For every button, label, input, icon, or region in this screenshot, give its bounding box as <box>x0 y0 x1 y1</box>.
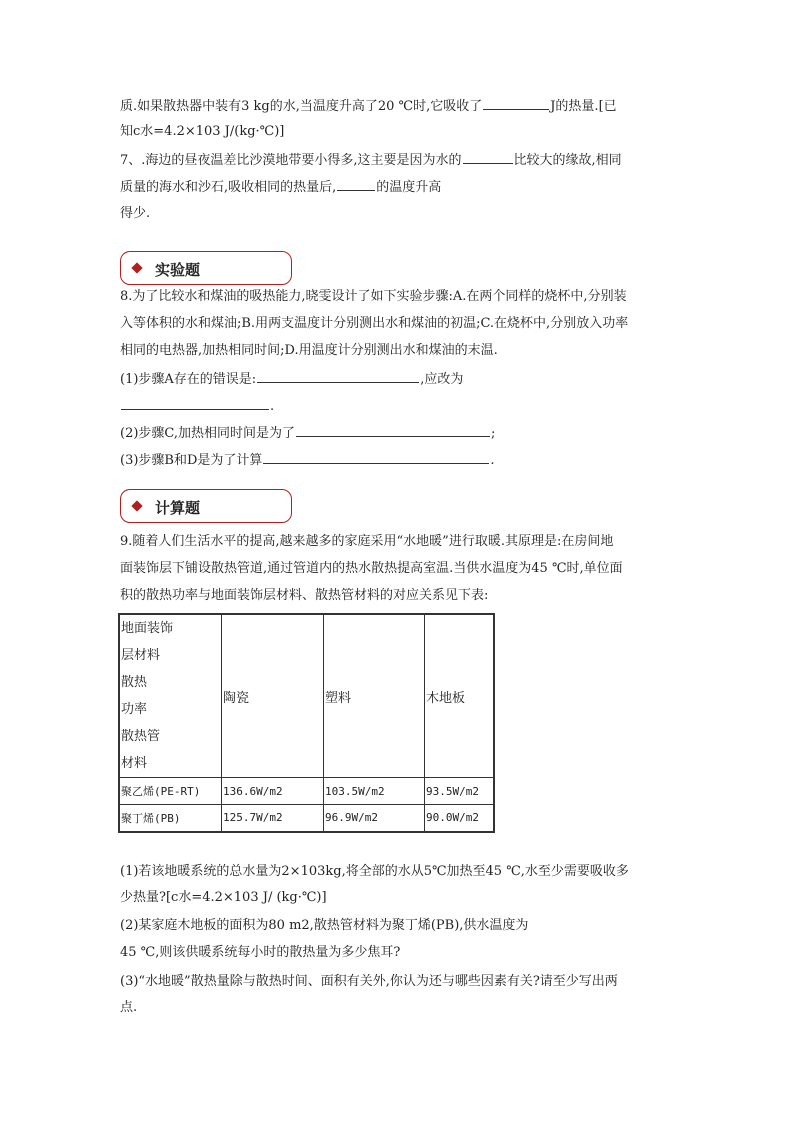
table-cell: 93.5W/m2 <box>425 778 495 805</box>
q6-blank[interactable] <box>483 97 549 110</box>
row-header: 聚丁烯(PB) <box>119 805 222 832</box>
q8-sub3 <box>120 451 495 470</box>
diamond-icon <box>131 262 142 273</box>
q8-sub1-text: (1)步骤A存在的错误是: <box>120 372 257 387</box>
q6-line2: 知c水=4.2×103 J/(kg·℃)] <box>120 124 285 139</box>
heat-dissipation-table <box>118 613 495 833</box>
q8-line1: 8.为了比较水和煤油的吸热能力,晓雯设计了如下实验步骤:A.在两个同样的烧杯中,分别装 <box>120 289 627 304</box>
corner-line: 材料 <box>121 756 148 771</box>
q8-blank-3[interactable] <box>296 424 490 437</box>
q7-text-c: 质量的海水和沙石,吸收相同的热量后, <box>120 180 337 195</box>
table-corner-header <box>119 614 222 778</box>
table-cell: 125.7W/m2 <box>222 805 324 832</box>
corner-line: 散热管 <box>121 729 161 744</box>
table-cell: 96.9W/m2 <box>324 805 425 832</box>
q8-sub3-text: (3)步骤B和D是为了计算 <box>120 453 263 468</box>
q8-sub1-end: . <box>270 399 275 414</box>
section-header-experiment <box>120 251 292 285</box>
q7-text-b: 比较大的缘故,相同 <box>513 153 622 168</box>
q7-line2 <box>120 178 441 197</box>
corner-line: 功率 <box>121 702 148 717</box>
q9-sub1-line2: 少热量?[c水=4.2×103 J/ (kg·℃)] <box>120 890 327 905</box>
q8-sub3-end: . <box>490 453 495 468</box>
column-header: 塑料 <box>324 614 425 778</box>
table-row <box>119 805 494 832</box>
q9-line2: 面装饰层下铺设散热管道,通过管道内的热水散热提高室温.当供水温度为45 ℃时,单位面 <box>120 561 623 576</box>
column-header: 陶瓷 <box>222 614 324 778</box>
table-row <box>119 778 494 805</box>
corner-line: 层材料 <box>121 648 161 663</box>
q8-blank-2[interactable] <box>121 397 269 410</box>
q8-blank-1[interactable] <box>257 370 419 383</box>
q8-sub2 <box>120 424 495 443</box>
q6-text-b: J的热量.[已 <box>550 99 617 114</box>
row-header: 聚乙烯(PE-RT) <box>119 778 222 805</box>
table-cell: 136.6W/m2 <box>222 778 324 805</box>
q7-text-d: 的温度升高 <box>376 180 442 195</box>
q8-blank-4[interactable] <box>263 451 489 464</box>
q9-sub3-line2: 点. <box>120 1000 138 1015</box>
diamond-icon <box>131 500 142 511</box>
q7-blank-2[interactable] <box>337 178 375 191</box>
q9-sub3-line1: (3)“水地暖”散热量除与散热时间、面积有关外,你认为还与哪些因素有关?请至少写出两 <box>120 974 618 989</box>
q8-sub2-text: (2)步骤C,加热相同时间是为了 <box>120 426 296 441</box>
q9-sub2-line1: (2)某家庭木地板的面积为80 m2,散热管材料为聚丁烯(PB),供水温度为 <box>120 918 529 933</box>
q8-line3: 相同的电热器,加热相同时间;D.用温度计分别测出水和煤油的末温. <box>120 343 498 358</box>
q9-sub2-line2: 45 ℃,则该供暖系统每小时的散热量为多少焦耳? <box>120 945 401 960</box>
table-header-row <box>119 614 494 778</box>
column-header: 木地板 <box>425 614 495 778</box>
section-header-calc <box>120 489 292 523</box>
q6-text-a: 质.如果散热器中装有3 kg的水,当温度升高了20 ℃时,它吸收了 <box>120 99 483 114</box>
table-cell: 103.5W/m2 <box>324 778 425 805</box>
q8-sub2-end: ; <box>491 426 496 441</box>
q9-sub1-line1: (1)若该地暖系统的总水量为2×103kg,将全部的水从5℃加热至45 ℃,水至少需要吸收多 <box>120 864 629 879</box>
q8-sub1 <box>120 370 463 389</box>
table-cell: 90.0W/m2 <box>425 805 495 832</box>
section-title: 实验题 <box>155 261 201 279</box>
q7-text-a: 7、.海边的昼夜温差比沙漠地带要小得多,这主要是因为水的 <box>120 153 462 168</box>
section-title: 计算题 <box>155 499 201 517</box>
corner-line: 地面装饰 <box>121 621 174 636</box>
q7-blank-1[interactable] <box>463 151 513 164</box>
q7-line3: 得少. <box>120 206 151 221</box>
q9-line3: 积的散热功率与地面装饰层材料、散热管材料的对应关系见下表: <box>120 588 489 603</box>
q8-line2: 入等体积的水和煤油;B.用两支温度计分别测出水和煤油的初温;C.在烧杯中,分别放入功率 <box>120 316 629 331</box>
q7-line1 <box>120 151 622 170</box>
q8-sub1-cont <box>120 397 274 416</box>
corner-line: 散热 <box>121 675 148 690</box>
q8-sub1-text-b: ,应改为 <box>420 372 464 387</box>
q9-line1: 9.随着人们生活水平的提高,越来越多的家庭采用“水地暖”进行取暖.其原理是:在房间地 <box>120 534 614 549</box>
q6-line1 <box>120 97 617 116</box>
